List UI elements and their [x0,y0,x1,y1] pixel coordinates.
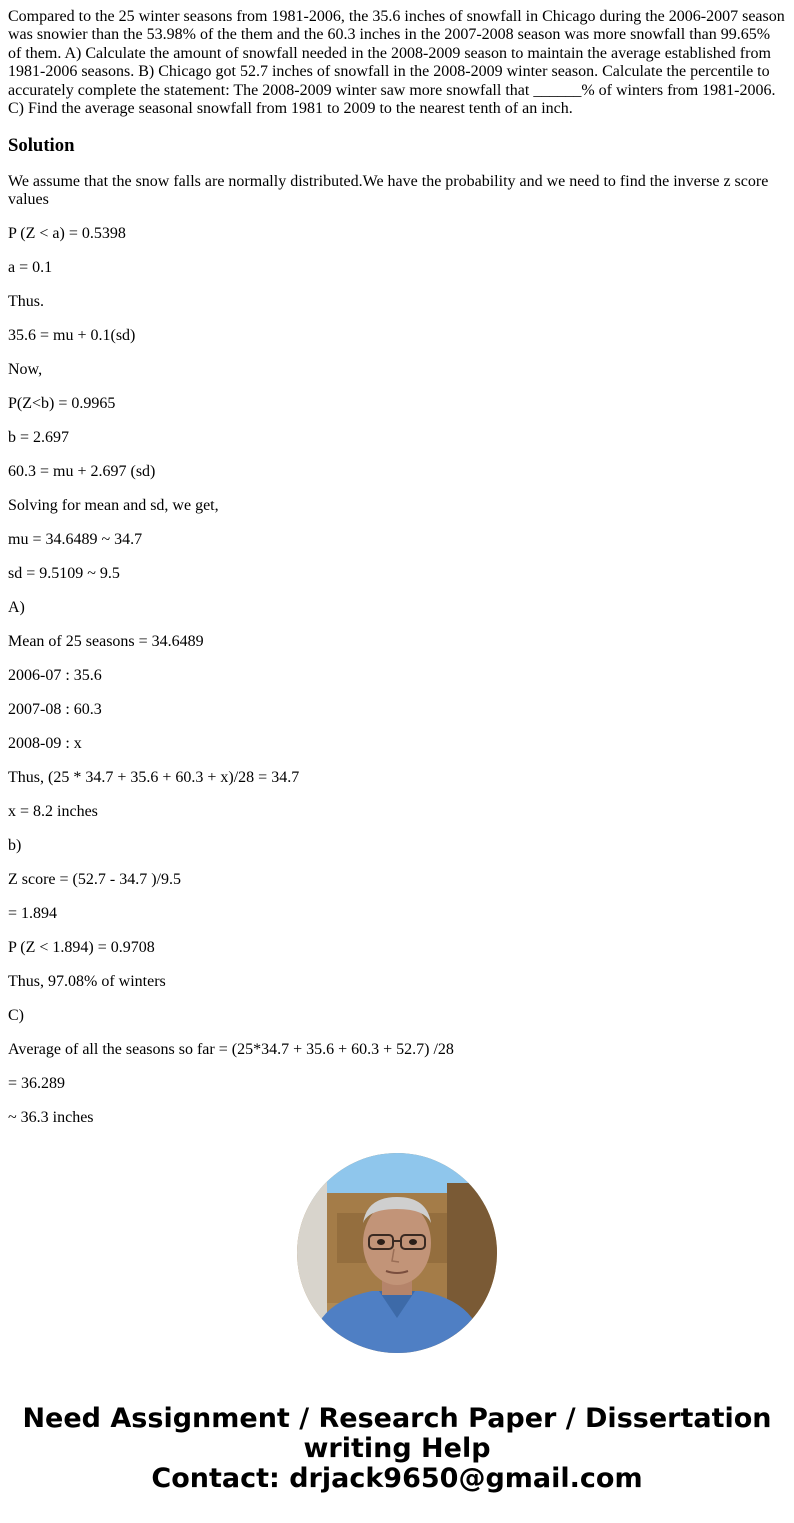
promo-banner [0,1404,794,1494]
solution-steps [8,173,786,1123]
solution-line: Thus, 97.08% of winters [8,973,166,991]
solution-line: Average of all the seasons so far = (25*34.7 + 35.6 + 60.3 + 52.7) /28 [8,1041,454,1059]
solution-line: We assume that the snow falls are normally distributed.We have the probability and we need to find the inverse z score values [8,173,769,209]
promo-line: writing Help [303,1433,491,1464]
solution-line: A) [8,599,25,617]
solution-line: a = 0.1 [8,259,53,277]
solution-line: P(Z<b) = 0.9965 [8,395,116,413]
solution-line: mu = 34.6489 ~ 34.7 [8,531,143,549]
solution-line: Solving for mean and sd, we get, [8,497,219,515]
solution-line: 60.3 = mu + 2.697 (sd) [8,463,156,481]
solution-line: Now, [8,361,43,379]
solution-line: Thus, (25 * 34.7 + 35.6 + 60.3 + x)/28 = 34.7 [8,769,300,787]
solution-line: sd = 9.5109 ~ 9.5 [8,565,120,583]
solution-line: 2006-07 : 35.6 [8,667,102,685]
solution-line: = 36.289 [8,1075,66,1093]
tutor-photo [297,1153,497,1353]
promo-contact: Contact: drjack9650@gmail.com [151,1463,643,1494]
solution-line: 2008-09 : x [8,735,82,753]
solution-line: P (Z < a) = 0.5398 [8,225,126,243]
document-content [8,8,786,1123]
solution-line: b) [8,837,22,855]
question-text: Compared to the 25 winter seasons from 1981-2006, the 35.6 inches of snowfall in Chicago during the 2006-2007 season was snowier than the 53.98% of the them and the 60.3 inches in the 2007-2008 season was more snowfall than 99.65% of them. A) Calculate the amount of snowfall needed in the 2008-2009 season to maintain the average established from 1981-2006 seasons. B) Chicago got 52.7 inches of snowfall in the 2008-2009 winter season. Calculate the percentile to accurately complete the statement: The 2008-2009 winter saw more snowfall that ______% of winters from 1981-2006. C) Find the average seasonal snowfall from 1981 to 2009 to the nearest tenth of an inch. [8,8,785,118]
tutor-avatar [297,1153,497,1353]
promo-line: Need Assignment / Research Paper / Dissertation [22,1403,772,1434]
solution-line: P (Z < 1.894) = 0.9708 [8,939,155,957]
solution-line: Thus. [8,293,44,311]
solution-line: 2007-08 : 60.3 [8,701,102,719]
solution-line: Z score = (52.7 - 34.7 )/9.5 [8,871,181,889]
solution-line: ~ 36.3 inches [8,1109,94,1123]
solution-line: b = 2.697 [8,429,70,447]
solution-line: Mean of 25 seasons = 34.6489 [8,633,204,651]
solution-line: = 1.894 [8,905,58,923]
solution-line: x = 8.2 inches [8,803,98,821]
solution-line: 35.6 = mu + 0.1(sd) [8,327,136,345]
solution-heading: Solution [8,135,75,157]
solution-line: C) [8,1007,24,1025]
